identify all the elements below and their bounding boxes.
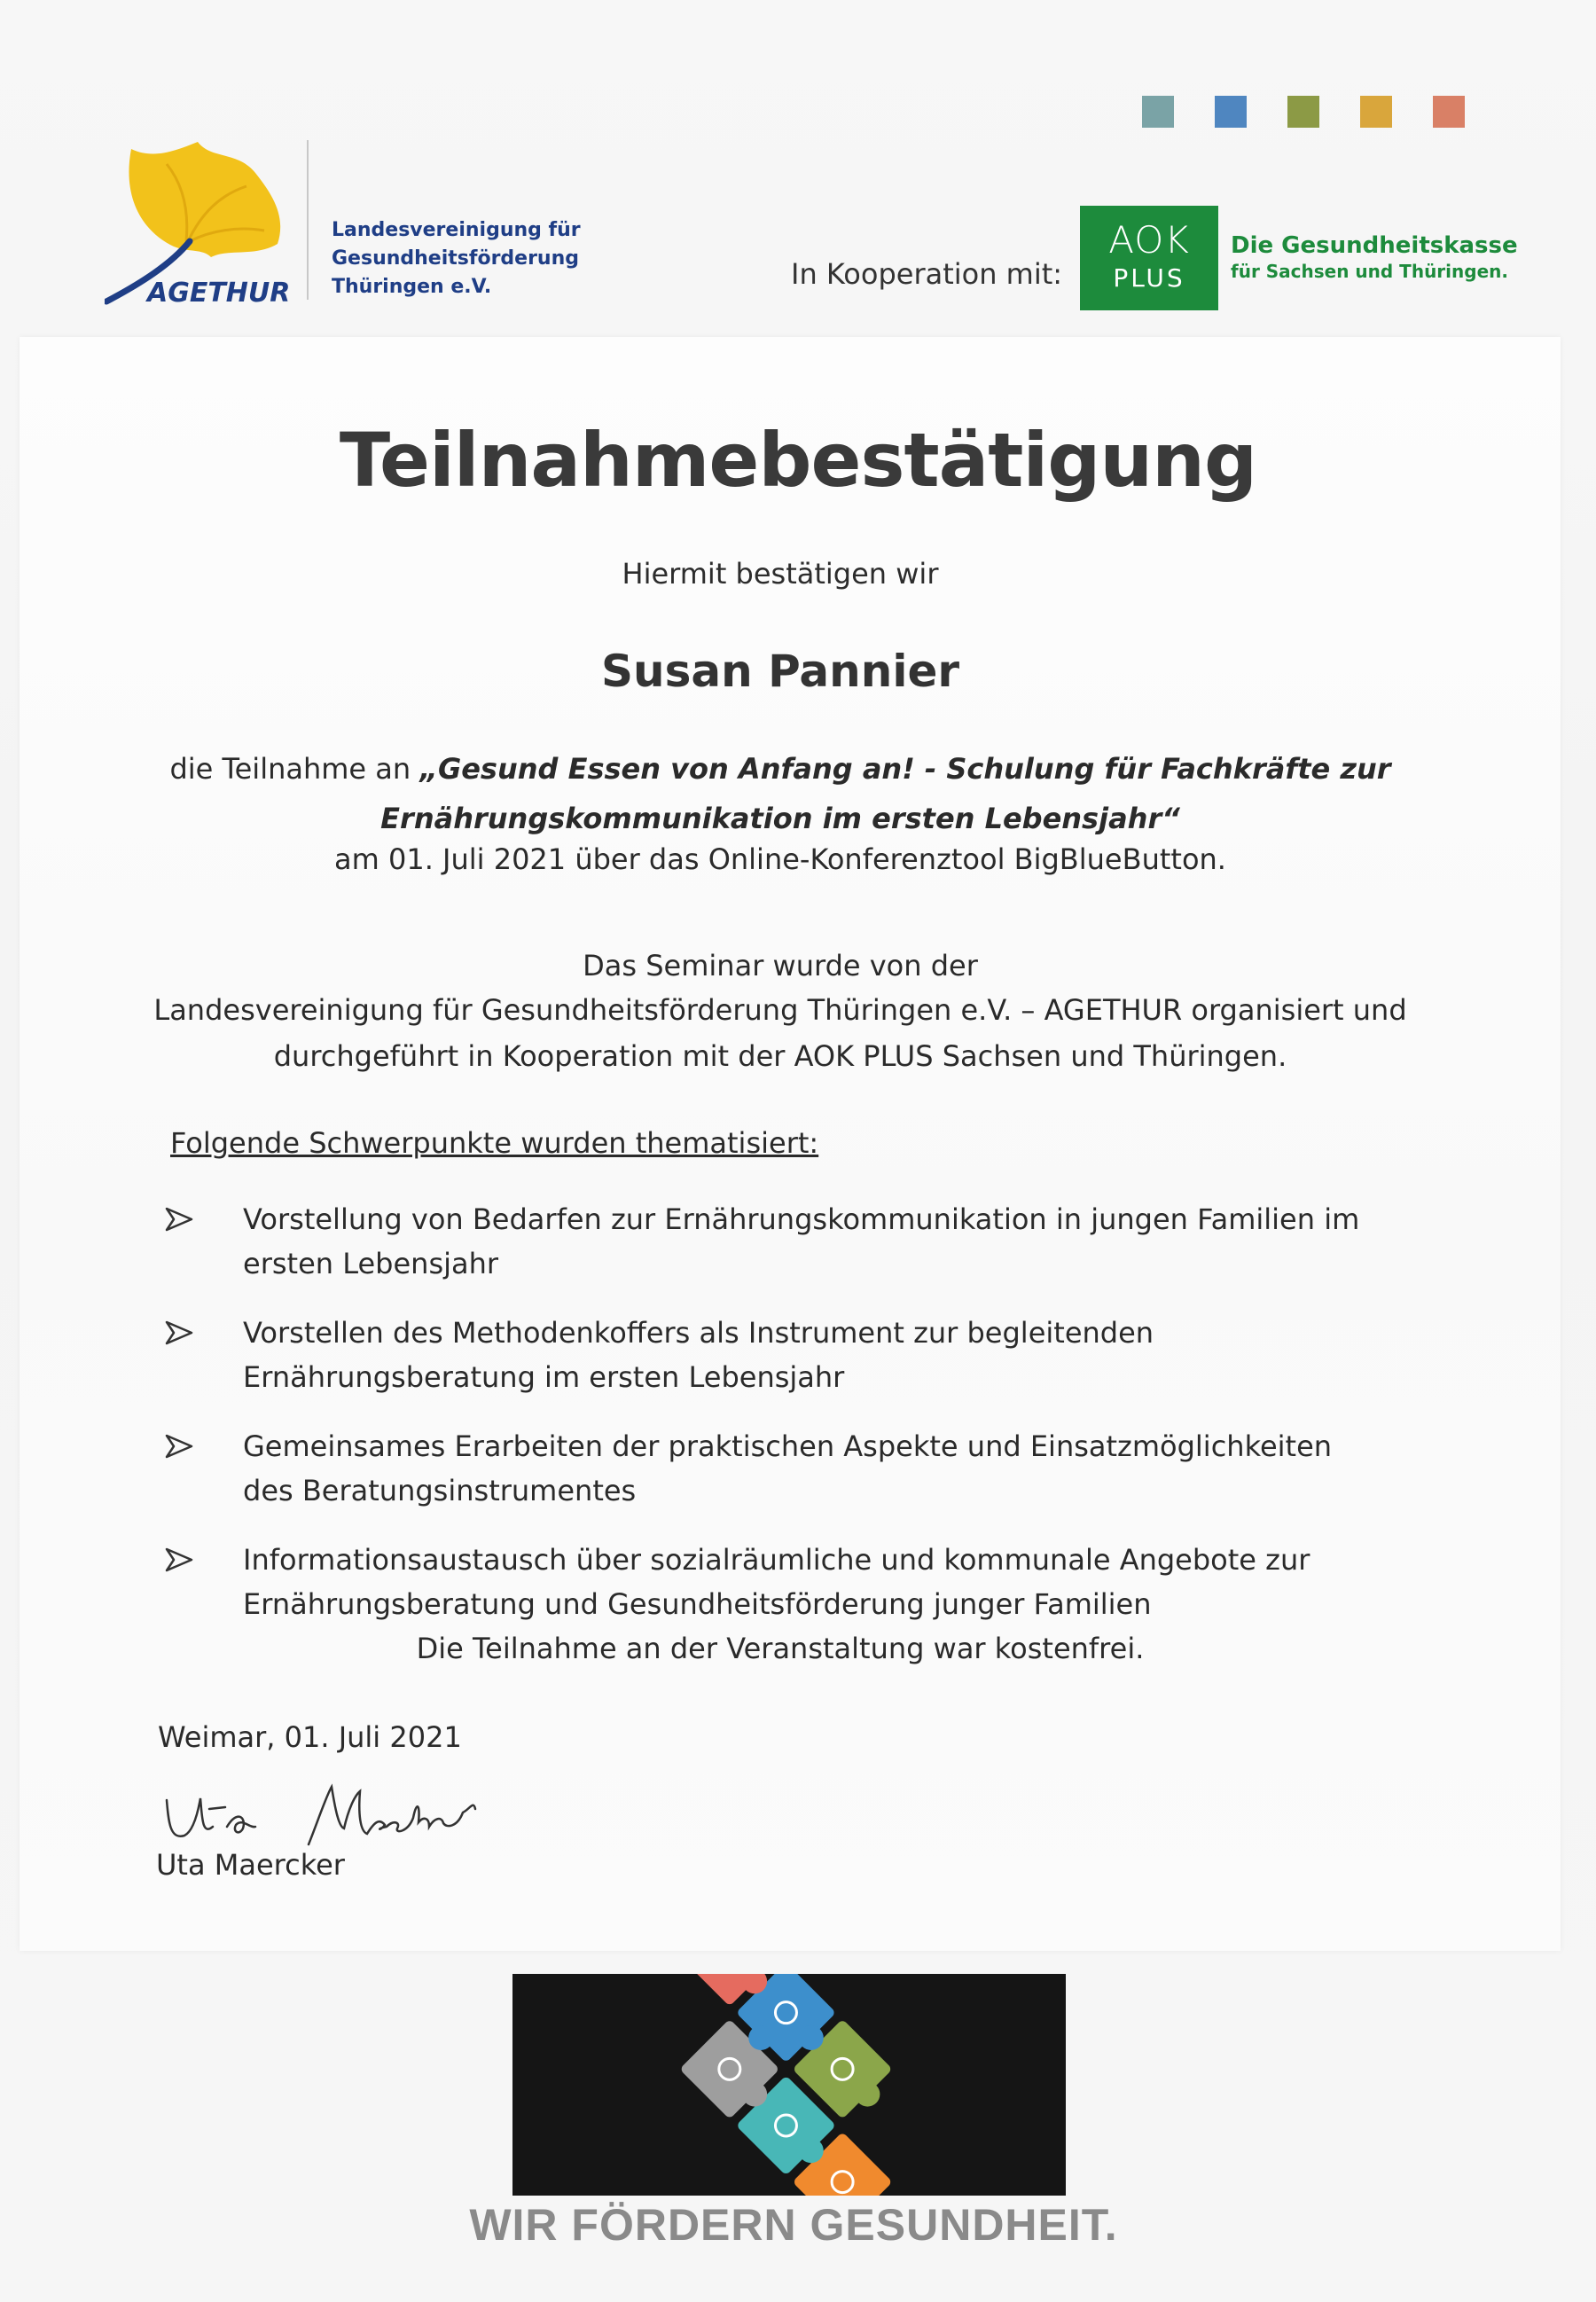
topics-heading: Folgende Schwerpunkte wurden thematisiert: bbox=[170, 1126, 819, 1160]
color-square bbox=[1360, 96, 1392, 128]
arrow-bullet-icon bbox=[165, 1546, 195, 1573]
aok-claim bbox=[1231, 232, 1518, 282]
free-note: Die Teilnahme an der Veranstaltung war kostenfrei. bbox=[416, 1632, 1145, 1665]
list-item bbox=[165, 1197, 1389, 1286]
agethur-name-line: Landesvereinigung für bbox=[332, 219, 581, 241]
course-title-line1: „Gesund Essen von Anfang an! - Schulung für Fachkräfte zur bbox=[419, 752, 1391, 786]
place-date: Weimar, 01. Juli 2021 bbox=[158, 1720, 462, 1754]
color-square bbox=[1433, 96, 1465, 128]
arrow-bullet-icon bbox=[165, 1319, 195, 1346]
logo-divider bbox=[307, 140, 309, 300]
topic-text: Gemeinsames Erarbeiten der praktischen Aspekte und Einsatzmöglichkeiten des Beratungsinstrumentes bbox=[243, 1429, 1333, 1507]
course-line-1 bbox=[0, 752, 1561, 786]
slogan: WIR FÖRDERN GESUNDHEIT. bbox=[469, 2200, 1118, 2250]
list-item bbox=[165, 1311, 1389, 1399]
topic-text: Vorstellen des Methodenkoffers als Instrument zur begleitenden Ernährungsberatung im ersten Lebensjahr bbox=[243, 1316, 1154, 1394]
cooperation-label: In Kooperation mit: bbox=[791, 257, 1063, 291]
color-squares bbox=[1142, 96, 1506, 128]
certificate-title: Teilnahmebestätigung bbox=[339, 417, 1257, 504]
aok-plus-logo bbox=[1080, 206, 1218, 310]
list-item bbox=[165, 1538, 1389, 1626]
course-date-line: am 01. Juli 2021 über das Online-Konferenztool BigBlueButton. bbox=[334, 842, 1226, 876]
agethur-name bbox=[332, 216, 615, 301]
arrow-bullet-icon bbox=[165, 1206, 195, 1233]
topic-text: Vorstellung von Bedarfen zur Ernährungskommunikation in jungen Familien im ersten Lebensjahr bbox=[243, 1202, 1360, 1280]
signer-name: Uta Maercker bbox=[156, 1848, 345, 1882]
aok-logo-top: AOK bbox=[1108, 218, 1190, 262]
participant-name: Susan Pannier bbox=[600, 646, 960, 697]
aok-logo-bottom: PLUS bbox=[1113, 263, 1185, 293]
arrow-bullet-icon bbox=[165, 1433, 195, 1460]
course-title-line2: Ernährungskommunikation im ersten Lebensjahr“ bbox=[380, 802, 1180, 835]
intro-text: Hiermit bestätigen wir bbox=[622, 557, 939, 591]
color-square bbox=[1142, 96, 1174, 128]
color-square bbox=[1215, 96, 1247, 128]
topic-text: Informationsaustausch über sozialräumliche und kommunale Angebote zur Ernährungsberatung und Gesundheitsförderung junger Familien bbox=[243, 1543, 1310, 1621]
agethur-name-line: Gesundheitsförderung bbox=[332, 247, 580, 270]
puzzle-graphic bbox=[512, 1974, 1066, 2196]
agethur-ginkgo-logo bbox=[105, 133, 291, 310]
seminar-line: durchgeführt in Kooperation mit der AOK PLUS Sachsen und Thüringen. bbox=[273, 1039, 1287, 1073]
topics-list bbox=[165, 1197, 1389, 1651]
seminar-line: Landesvereinigung für Gesundheitsförderung Thüringen e.V. – AGETHUR organisiert und bbox=[153, 993, 1407, 1027]
aok-claim-line1: Die Gesundheitskasse bbox=[1231, 232, 1518, 259]
agethur-logo-text: AGETHUR bbox=[147, 278, 291, 309]
list-item bbox=[165, 1424, 1389, 1513]
course-prefix: die Teilnahme an bbox=[169, 752, 411, 786]
puzzle-pieces-icon bbox=[512, 1974, 1066, 2196]
aok-claim-line2: für Sachsen und Thüringen. bbox=[1231, 261, 1508, 282]
seminar-line: Das Seminar wurde von der bbox=[583, 949, 978, 983]
color-square bbox=[1287, 96, 1319, 128]
agethur-name-line: Thüringen e.V. bbox=[332, 276, 492, 298]
